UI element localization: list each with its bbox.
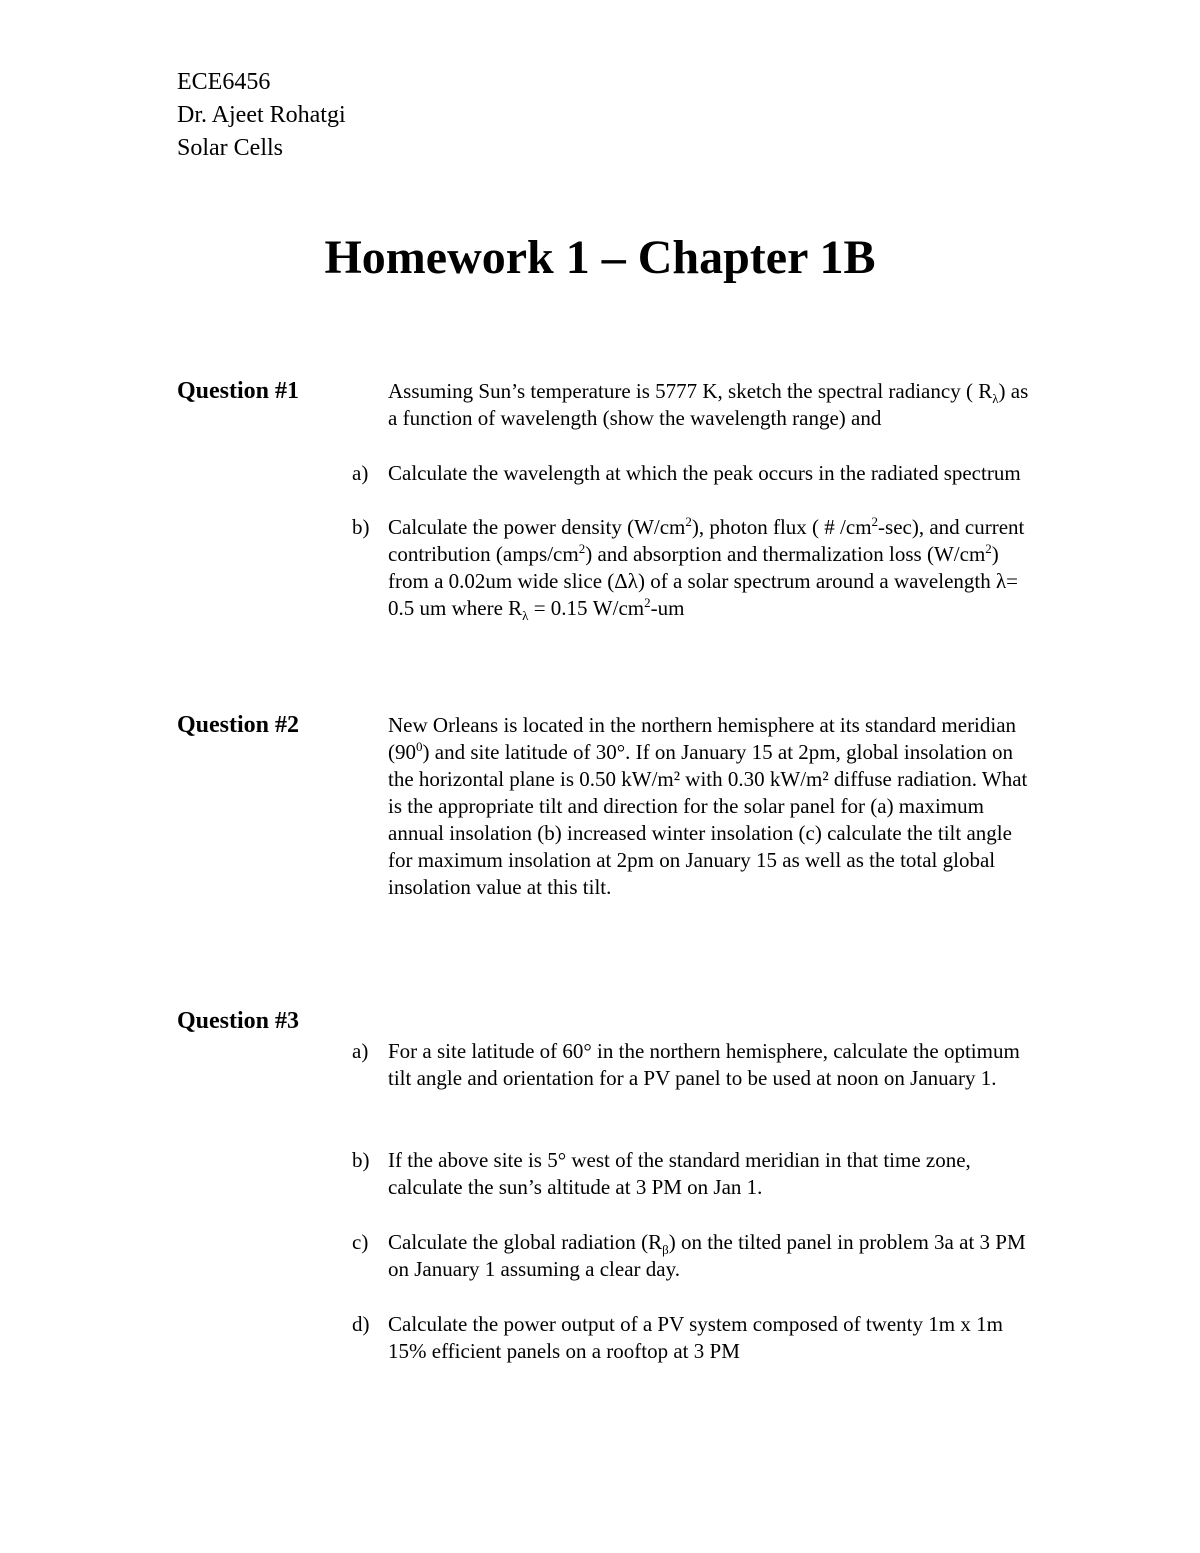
part-text: Calculate the power density $(W/cm^2)$, photon flux ( # $/cm^2-\sec$), and current contribution $(amps/cm^2)$ and absorption and thermalization loss $(W/cm^2)$ from a 0.02um wide slice (Δλ) of a solar spectrum around a wavelength λ= 0.5 um where $R_\lambda = 0.15$ $W/cm^2-um$ (388, 514, 1025, 624)
instructor-name: Dr. Ajeet Rohatgi (177, 102, 346, 128)
question-1-label: Question #1 (177, 378, 300, 404)
question-2-text: New Orleans is located in the northern hemisphere at its standard meridian $(90^0)$ and site latitude of 30°. If on January 15 at 2pm, global insolation on the horizontal plane is 0.50 kW/m² with 0.30 kW/m² diffuse radiation. What is the appropriate tilt and direction for the solar panel for (a) maximum annual insolation (b) increased winter insolation (c) calculate the tilt angle for maximum insolation at 2pm on January 15 as well as the total global insolation value at this tilt. (388, 713, 1028, 899)
page-title: Homework 1 – Chapter 1B (324, 231, 876, 284)
part-marker: c) (352, 1230, 369, 1254)
course-header (177, 66, 346, 165)
question-2-label: Question #2 (177, 712, 300, 738)
part-text: Calculate the power output of a PV system composed of twenty 1m x 1m 15% efficient panels on a rooftop at 3 PM (388, 1312, 1003, 1363)
part-text: If the above site is 5° west of the standard meridian in that time zone, calculate the sun’s altitude at 3 PM on Jan 1. (388, 1148, 971, 1199)
part-marker: a) (352, 461, 369, 485)
question-1-intro: Assuming Sun’s temperature is 5777 K, sketch the spectral radiancy ( $R_\lambda$) as a function of wavelength (show the wavelength range) and (388, 379, 1029, 430)
course-code: ECE6456 (177, 69, 271, 95)
question-3-label: Question #3 (177, 1008, 300, 1034)
part-marker: d) (352, 1312, 370, 1336)
part-text: Calculate the global radiation $(R_\beta)$ on the tilted panel in problem 3a at 3 PM on January 1 assuming a clear day. (388, 1230, 1026, 1281)
part-text: For a site latitude of 60° in the northern hemisphere, calculate the optimum tilt angle and orientation for a PV panel to be used at noon on January 1. (388, 1039, 1020, 1090)
part-marker: b) (352, 515, 370, 539)
part-marker: a) (352, 1039, 369, 1063)
part-text: Calculate the wavelength at which the peak occurs in the radiated spectrum (388, 461, 1021, 485)
part-marker: b) (352, 1148, 370, 1172)
course-subject: Solar Cells (177, 135, 283, 161)
